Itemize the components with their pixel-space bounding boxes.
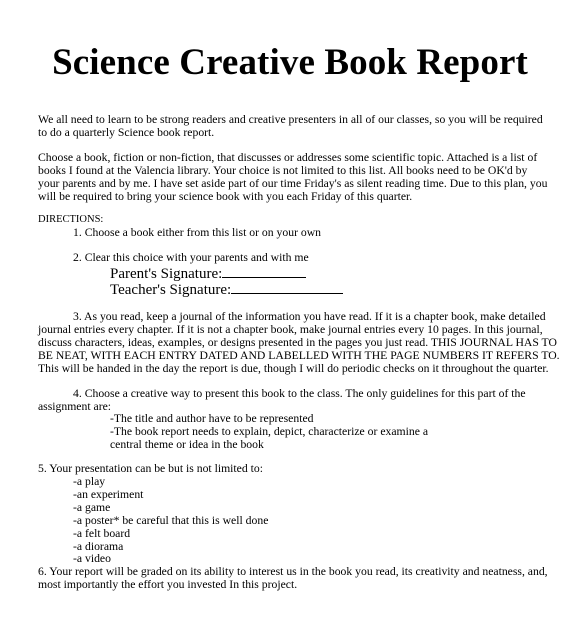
step-4-guideline: -The book report needs to explain, depict, characterize or examine a <box>110 425 429 438</box>
teacher-signature-field[interactable] <box>231 280 343 294</box>
step-1: 1. Choose a book either from this list or on your own <box>73 226 322 239</box>
list-item: -a play <box>73 475 106 488</box>
list-item: -a poster* be careful that this is well done <box>73 514 269 527</box>
list-item: -a diorama <box>73 540 124 553</box>
list-item: -an experiment <box>73 488 144 501</box>
step-4-guideline: -The title and author have to be represented <box>110 412 314 425</box>
step-4-line: 4. Choose a creative way to present this book to the class. The only guidelines for this part of the <box>73 387 526 400</box>
step-2: 2. Clear this choice with your parents and with me <box>73 251 309 264</box>
choose-line: books I found at the Valencia library. Your choice is not limited to this list. All books need to be OK'd by <box>38 164 528 177</box>
step-6-line: most importantly the effort you invested In this project. <box>38 578 298 591</box>
page-title: Science Creative Book Report <box>52 42 528 83</box>
step-3-line: This will be handed in the day the report is due, though I will do periodic checks on it throughout the quarter. <box>38 362 549 375</box>
step-5-heading: 5. Your presentation can be but is not limited to: <box>38 462 263 475</box>
step-4-guideline: central theme or idea in the book <box>110 438 264 451</box>
step-3-line: 3. As you read, keep a journal of the information you have read. If it is a chapter book, make detailed <box>73 310 546 323</box>
step-3-line: journal entries every chapter. If it is not a chapter book, make journal entries every 10 pages. In this journal, <box>38 323 543 336</box>
list-item: -a felt board <box>73 527 131 540</box>
directions-label: DIRECTIONS: <box>38 214 104 225</box>
step-3-line: BE NEAT, WITH EACH ENTRY DATED AND LABELLED WITH THE PAGE NUMBERS IT REFERS TO. <box>38 349 560 362</box>
parent-signature-label: Parent's Signature: <box>110 266 223 282</box>
step-6-line: 6. Your report will be graded on its ability to interest us in the book you read, its creativity and neatness, and, <box>38 565 548 578</box>
teacher-signature <box>110 280 343 298</box>
intro-line: to do a quarterly Science book report. <box>38 126 215 139</box>
choose-line: your parents and by me. I have set aside part of our time Friday's as silent reading time. Due to this plan, you <box>38 177 548 190</box>
list-item: -a video <box>73 552 111 565</box>
step-3-line: discuss characters, ideas, examples, or designs presented in the pages you just read. THIS JOURNAL HAS TO <box>38 336 557 349</box>
choose-line: will be required to bring your science book with you each Friday of this quarter. <box>38 190 413 203</box>
list-item: -a game <box>73 501 111 514</box>
step-4-line: assignment are: <box>38 400 112 413</box>
teacher-signature-label: Teacher's Signature: <box>110 282 232 298</box>
parent-signature-field[interactable] <box>222 264 306 278</box>
choose-line: Choose a book, fiction or non-fiction, that discusses or addresses some scientific topic. Attached is a list of <box>38 151 538 164</box>
intro-line: We all need to learn to be strong readers and creative presenters in all of our classes, so you will be required <box>38 113 543 126</box>
